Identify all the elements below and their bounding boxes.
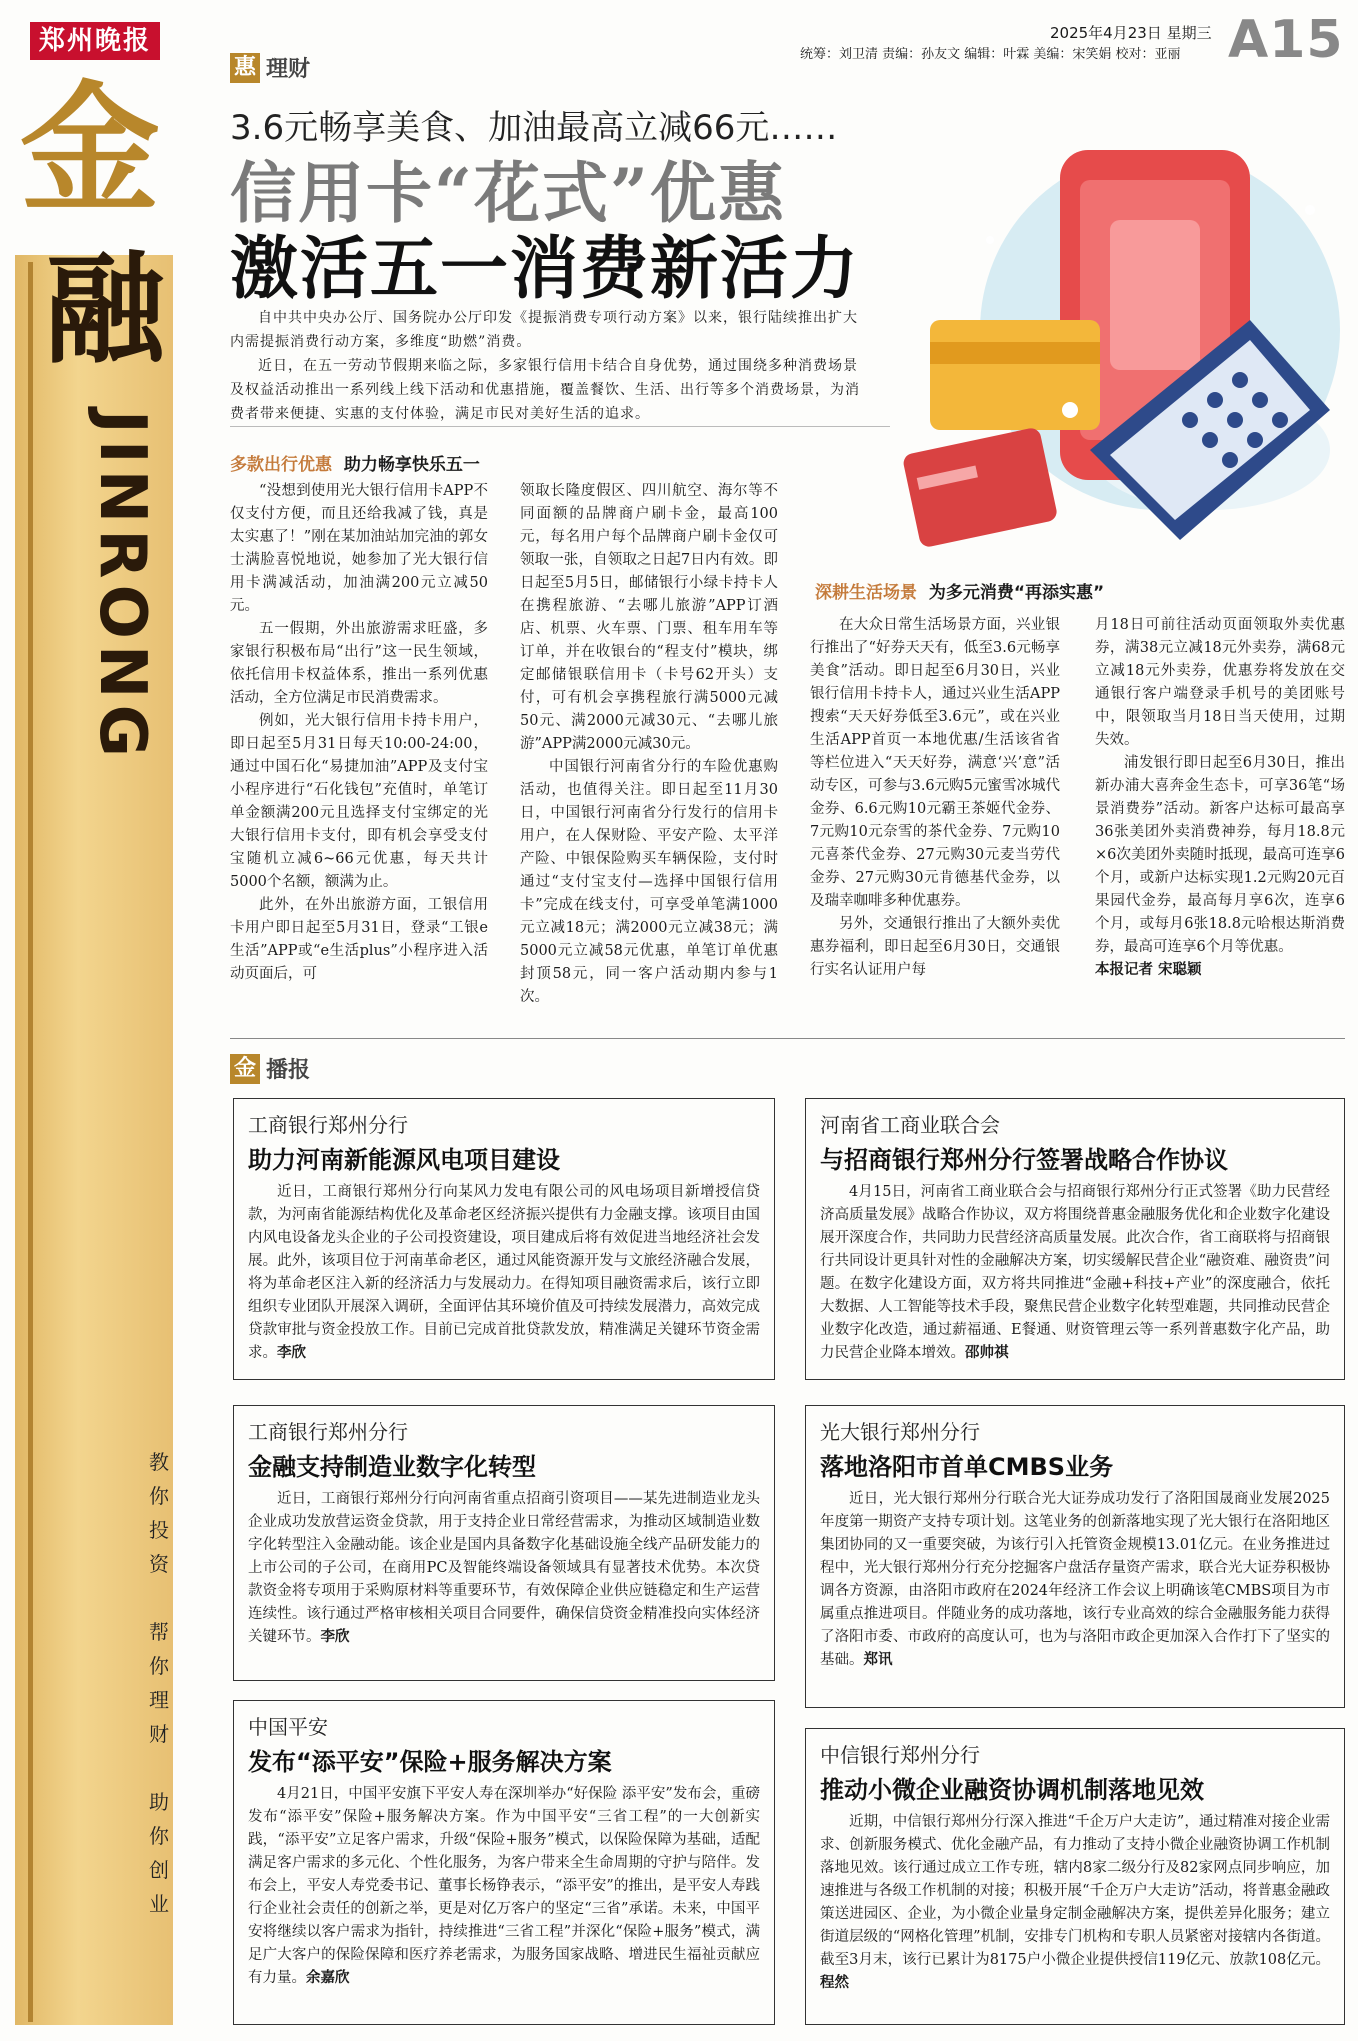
news-section-name: 播报	[266, 1058, 311, 1083]
section-badge: 惠	[230, 53, 260, 83]
feature-column-1: “没想到使用光大银行信用卡APP不仅支付方便，而且还给我减了钱，真是太实惠了！”刚在某加油站加完油的郭女士满脸喜悦地说，她参加了光大银行信用卡满减活动，加油满200元立减50元。 五一假期，外出旅游需求旺盛，多家银行积极布局“出行”这一民生领域，依托信用卡权益体系，推出一系列优惠活动，全方位满足市民消费需求。 例如，光大银行信用卡持卡用户，即日起至5月31日每天10:00-24:00，通过中国石化“易捷加油”APP及支付宝小程序进行“石化钱包”充值时，单笔订单金额满200元且选择支付宝绑定的光大银行信用卡支付，即有机会享受支付宝随机立减6~66元优惠，每天共计5000个名额，额满为止。 此外，在外出旅游方面，工银信用卡用户即日起至5月31日，登录“工银e生活”APP或“e生活plus”小程序进入活动页面后，可	[230, 483, 488, 982]
news-org: 工商银行郑州分行	[248, 1420, 408, 1444]
news-org: 中国平安	[248, 1715, 328, 1739]
newspaper-logo: 郑州晚报	[30, 22, 160, 60]
news-item: 工商银行郑州分行 助力河南新能源风电项目建设 近日，工商银行郑州分行向某风力发电有限公司的风电场项目新增授信贷款，为河南省能源结构优化及革命老区经济振兴提供有力金融支撑。该项目由国内风电设备龙头企业的子公司投资建设，项目建成后将有效促进当地经济社会发展。此外，该项目位于河南革命老区，通过风能资源开发与文旅经济融合发展，将为革命老区注入新的经济活力与发展动力。在得知项目融资需求后，该行立即组织专业团队开展深入调研，全面评估其环境价值及可持续发展潜力，高效完成贷款审批与资金投放工作。目前已完成首批贷款发放，精准满足关键环节资金需求。李欣	[233, 1098, 775, 1380]
news-headline: 与招商银行郑州分行签署战略合作协议	[820, 1146, 1228, 1174]
payment-illustration	[890, 120, 1340, 570]
news-headline: 助力河南新能源风电项目建设	[248, 1146, 560, 1174]
section-char-rong: 融	[45, 239, 165, 380]
news-item: 中信银行郑州分行 推动小微企业融资协调机制落地见效 近期，中信银行郑州分行深入推进“千企万户大走访”，通过精准对接企业需求、创新服务模式、优化金融产品，有力推动了支持小微企业融资协调工作机制落地见效。该行通过成立工作专班，辖内8家二级分行及82家网点同步响应，加速推进与各级工作机制的对接；积极开展“千企万户大走访”活动，将普惠金融政策送进园区、企业，为小微企业量身定制金融解决方案，提供差异化服务；建立街道层级的“网格化管理”机制，安排专门机构和专职人员紧密对接辖内各街道。截至3月末，该行已累计为8175户小微企业提供授信119亿元、放款108亿元。程然	[805, 1728, 1345, 2025]
news-author: 程然	[820, 1975, 849, 1991]
news-item: 中国平安 发布“添平安”保险+服务解决方案 4月21日，中国平安旗下平安人寿在深圳举办“好保险 添平安”发布会，重磅发布“添平安”保险+服务解决方案。作为中国平安“三省工程”的一大创新实践，“添平安”立足客户需求，升级“保险+服务”模式，以保险保障为基础，适配满足客户需求的多元化、个性化服务，为客户带来全生命周期的守护与陪伴。发布会上，平安人寿党委书记、董事长杨铮表示，“添平安”的推出，是平安人寿践行企业社会责任的创新之举，更是对亿万客户的坚定“三省”承诺。未来，中国平安将继续以客户需求为指针，持续推进“三省工程”并深化“保险+服务”模式，满足广大客户的保险保障和医疗养老需求，为服务国家战略、增进民生福祉贡献应有力量。余嘉欣	[233, 1700, 775, 2025]
news-headline: 落地洛阳市首单CMBS业务	[820, 1453, 1114, 1481]
news-org: 工商银行郑州分行	[248, 1113, 408, 1137]
news-org: 中信银行郑州分行	[820, 1743, 980, 1767]
news-author: 郑讯	[863, 1652, 893, 1668]
feature-section-label	[230, 52, 310, 83]
feature-byline: 本报记者 宋聪颖	[1095, 962, 1202, 978]
news-headline: 金融支持制造业数字化转型	[248, 1453, 536, 1481]
section-pinyin: JINRONG	[85, 410, 159, 763]
section-char-jin: 金	[20, 68, 161, 232]
news-author: 邵帅祺	[965, 1345, 1009, 1361]
sidebar-slogan: 教 你 投 资 帮 你 理 财 助 你 创 业	[149, 1450, 169, 1916]
section-name: 理财	[266, 57, 311, 82]
intro-divider	[230, 426, 890, 427]
news-item: 工商银行郑州分行 金融支持制造业数字化转型 近日，工商银行郑州分行向河南省重点招商引资项目——某先进制造业龙头企业成功发放营运资金贷款，用于支持企业日常经营需求，为推动区域制造业数字化转型注入金融动能。该企业是国内具备数字化基础设施全线产品研发能力的上市公司的子公司，在商用PC及智能终端设备领域具有显著技术优势。本次贷款资金将专项用于采购原材料等重要环节，有效保障企业供应链稳定和生产运营连续性。该行通过严格审核相关项目合同要件，确保信贷资金精准投向实体经济关键环节。李欣	[233, 1405, 775, 1681]
news-author: 余嘉欣	[306, 1970, 350, 1986]
sidebar-gold-stripe	[28, 262, 33, 2022]
news-author: 李欣	[277, 1345, 306, 1361]
section-divider	[230, 1038, 1345, 1039]
subhead-travel: 多款出行优惠 助力畅享快乐五一	[230, 455, 480, 475]
news-headline: 发布“添平安”保险+服务解决方案	[248, 1748, 612, 1776]
news-item: 光大银行郑州分行 落地洛阳市首单CMBS业务 近日，光大银行郑州分行联合光大证券成功发行了洛阳国晟商业发展2025年度第一期资产支持专项计划。这笔业务的创新落地实现了光大银行在洛阳地区集团协同的又一重要突破，为该行引入托管资金规模13.01亿元。在业务推进过程中，光大银行郑州分行充分挖掘客户盘活存量资产需求，联合光大证券积极协调各方资源，由洛阳市政府在2024年经济工作会议上明确该笔CMBS项目为市属重点推进项目。伴随业务的成功落地，该行专业高效的综合金融服务能力获得了洛阳市委、市政府的高度认可，也为与洛阳市政企更加深入合作打下了坚实的基础。郑讯	[805, 1405, 1345, 1708]
feature-column-4: 月18日可前往活动页面领取外卖优惠券，满38元立减18元外卖券，满68元立减18元外卖券，优惠券将发放在交通银行客户端登录手机号的美团账号中，限领取当月18日当天使用，过期失效。 浦发银行即日起至6月30日，推出新办浦大喜奔金生态卡，可享36笔“场景消费券”活动。新客户达标可最高享36张美团外卖消费神券，每月18.8元×6次美团外卖随时抵现，最高可连享6个月，或新户达标实现1.2元购20元百果园代金券，最高每月享6次，连享6个月，或每月6张18.8元哈根达斯消费券，最高可连享6个月等优惠。 本报记者 宋聪颖	[1095, 617, 1345, 978]
news-author: 李欣	[320, 1629, 350, 1645]
issue-date: 2025年4月23日 星期三	[1050, 24, 1212, 42]
news-org: 光大银行郑州分行	[820, 1420, 980, 1444]
staff-credits: 统筹：刘卫清 责编：孙友文 编辑：叶霖 美编：宋笑娟 校对：亚丽	[800, 47, 1181, 62]
news-org: 河南省工商业联合会	[820, 1113, 1000, 1137]
feature-subtitle: 3.6元畅享美食、加油最高立减66元……	[230, 108, 838, 148]
page-number: A15	[1228, 10, 1344, 70]
feature-column-3: 在大众日常生活场景方面，兴业银行推出了“好券天天有，低至3.6元畅享美食”活动。即日起至6月30日，兴业银行信用卡持卡人，通过兴业生活APP搜索“天天好券低至3.6元”，或在兴业生活APP首页一本地优惠/生活该省省等栏位进入“天天好券，满意‘兴’意”活动专区，可参与3.6元购5元蜜雪冰城代金券、6.6元购10元霸王茶姬代金券、7元购10元奈雪的茶代金券、7元购10元喜茶代金券、27元购30元麦当劳代金券、27元购30元肯德基代金券，以及瑞幸咖啡多种优惠券。 另外，交通银行推出了大额外卖优惠券福利，即日起至6月30日，交通银行实名认证用户每	[810, 617, 1060, 978]
feature-intro: 自中共中央办公厅、国务院办公厅印发《提振消费专项行动方案》以来，银行陆续推出扩大内需提振消费行动方案，多维度“助燃”消费。 近日，在五一劳动节假期来临之际，多家银行信用卡结合自身优势，通过围绕多种消费场景及权益活动推出一系列线上线下活动和优惠措施，覆盖餐饮、生活、出行等多个消费场景，为消费者带来便捷、实惠的支付体验，满足市民对美好生活的追求。	[230, 310, 860, 422]
news-item: 河南省工商业联合会 与招商银行郑州分行签署战略合作协议 4月15日，河南省工商业联合会与招商银行郑州分行正式签署《助力民营经济高质量发展》战略合作协议，双方将围绕普惠金融服务优化和企业数字化建设展开深度合作，共同助力民营经济高质量发展。此次合作，省工商联将与招商银行共同设计更具针对性的金融解决方案，切实缓解民营企业“融资难、融资贵”问题。在数字化建设方面，双方将共同推进“金融+科技+产业”的深度融合，依托大数据、人工智能等技术手段，聚焦民营企业数字化转型难题，共同推动民营企业数字化改造，通过薪福通、E餐通、财资管理云等一系列普惠数字化产品，助力民营企业降本增效。邵帅祺	[805, 1098, 1345, 1380]
news-section-badge: 金	[230, 1054, 260, 1084]
news-section-label	[230, 1053, 310, 1084]
subhead-lifestyle: 深耕生活场景 为多元消费“再添实惠”	[815, 583, 1105, 603]
feature-column-2: 领取长隆度假区、四川航空、海尔等不同面额的品牌商户刷卡金，最高100元，每名用户每个品牌商户刷卡金仅可领取一张，自领取之日起7日内有效。即日起至5月5日，邮储银行小绿卡持卡人在携程旅游、“去哪儿旅游”APP订酒店、机票、火车票、门票、租车用车等订单，并在收银台的“程支付”模块，绑定邮储银联信用卡（卡号62开头）支付，可有机会享携程旅行满5000元减50元、满2000元减30元、“去哪儿旅游”APP满2000元减30元。 中国银行河南省分行的车险优惠购活动，也值得关注。即日起至11月30日，中国银行河南省分行发行的信用卡用户，在人保财险、平安产险、太平洋产险、中银保险购买车辆保险，支付时通过“支付宝支付—选择中国银行信用卡”完成在线支付，可享受单笔满1000元立减18元；满2000元立减38元；满5000元立减58元优惠，单笔订单优惠封顶58元，同一客户活动期内参与1次。	[520, 483, 778, 1005]
news-headline: 推动小微企业融资协调机制落地见效	[820, 1776, 1204, 1804]
feature-title-line1: 信用卡“花式”优惠	[230, 154, 786, 232]
feature-title-line2: 激活五一消费新活力	[230, 229, 861, 309]
